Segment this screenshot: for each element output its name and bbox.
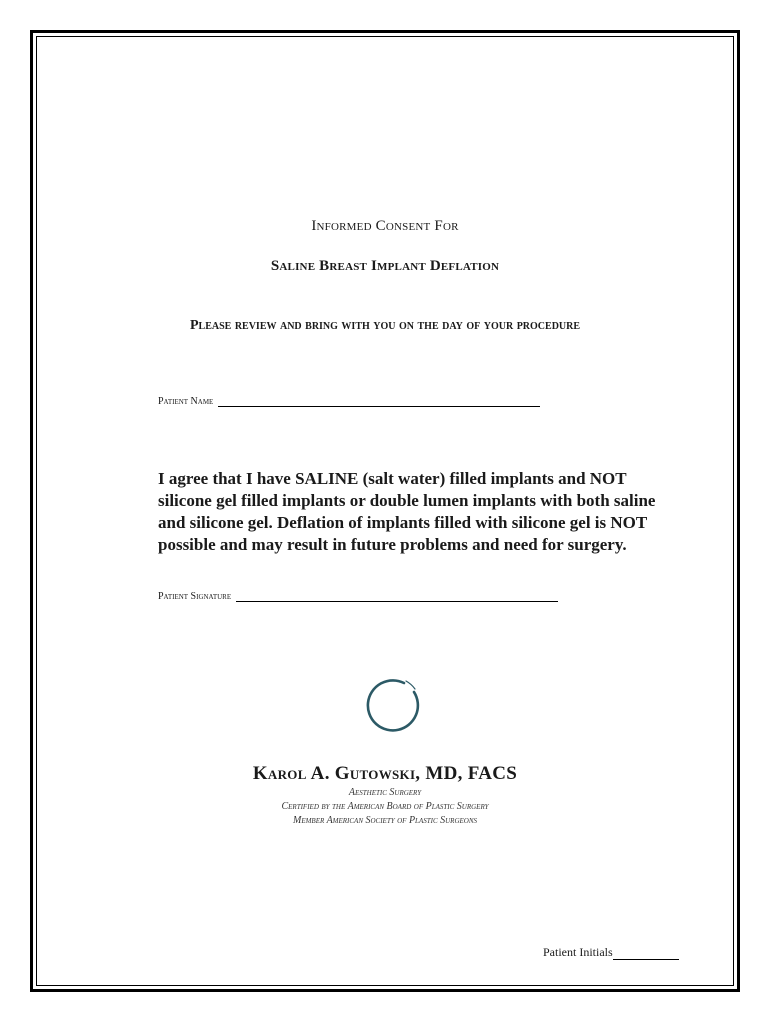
agreement-line: possible and may result in future problems and need for surgery. [158, 535, 627, 554]
agreement-line: silicone gel filled implants or double lumen implants with both saline [158, 491, 656, 510]
patient-initials-field[interactable] [543, 945, 679, 960]
patient-name-label: Patient Name [158, 396, 214, 407]
patient-signature-blank[interactable] [236, 591, 558, 602]
circle-logo-icon [366, 676, 426, 736]
patient-name-blank[interactable] [218, 396, 540, 407]
doctor-credential: Aesthetic Surgery [348, 787, 422, 798]
agreement-line: I agree that I have SALINE (salt water) filled implants and NOT [158, 469, 627, 488]
patient-initials-blank[interactable] [613, 948, 679, 960]
agreement-line: and silicone gel. Deflation of implants filled with silicone gel is NOT [158, 513, 648, 532]
patient-name-field[interactable] [158, 396, 540, 407]
doctor-name: Karol A. Gutowski, MD, FACS [252, 763, 518, 784]
agreement-statement [158, 468, 678, 556]
patient-initials-label: Patient Initials [543, 945, 613, 959]
patient-signature-field[interactable] [158, 591, 558, 602]
document-title-line1: Informed Consent For [311, 218, 459, 234]
review-instruction: Please review and bring with you on the day of your procedure [189, 318, 581, 333]
patient-signature-label: Patient Signature [158, 591, 232, 602]
document-title-line2: Saline Breast Implant Deflation [270, 258, 500, 274]
doctor-credential: Member American Society of Plastic Surgeons [292, 815, 478, 826]
doctor-credential: Certified by the American Board of Plastic Surgery [281, 801, 489, 812]
